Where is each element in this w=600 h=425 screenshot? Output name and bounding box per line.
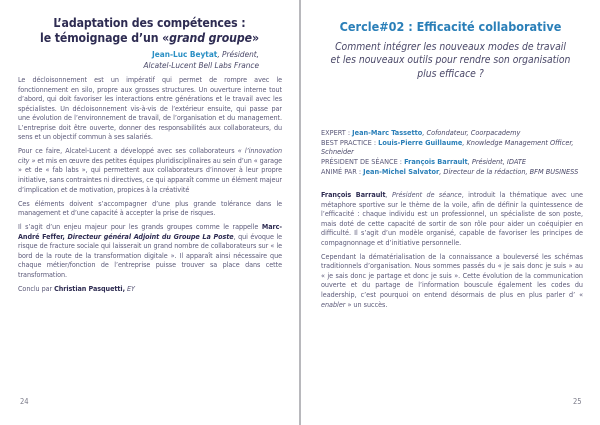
- title-prefix: le témoignage d’un «: [40, 31, 170, 45]
- session-title: Cercle#02 : Efficacité collaborative: [339, 19, 562, 34]
- speaker-item: ANIMÉ PAR : Jean-Michel Salvator, Directeur de la rédaction, BFM BUSINESS: [321, 166, 579, 176]
- page-number: 25: [573, 397, 582, 406]
- session-body: [321, 190, 583, 314]
- paragraph: Ces éléments doivent s’accompagner d’une plus grande tolérance dans le management et d’une capacité à accepter la prise de risques.: [18, 198, 282, 218]
- paragraph: François Barrault, Président de séance, introduit la thématique avec une métaphore sportive sur le thème de la voile, afin de définir la quintessence de l’efficacité : chaque individu est un professionnel, un spécialiste de son poste, mais doté de cette capacité de sortir de son rôle pour aider un coéquipier en difficulté. Il s’agit d’un modèle organisé, capable de favoriser les principes de compagnonnage et d’initiative personnelle.: [321, 190, 583, 247]
- article-body: [18, 75, 282, 298]
- speaker-item: EXPERT : Jean-Marc Tassetto, Cofondateur, Coorpacademy: [321, 128, 521, 137]
- speaker-item: PRÉSIDENT DE SÉANCE : François Barrault, Président, IDATE: [321, 157, 527, 167]
- title-italic: grand groupe: [169, 31, 252, 45]
- title-suffix: »: [251, 31, 259, 45]
- speaker-item: BEST PRACTICE : Louis-Pierre Guillaume, Knowledge Management Officer, Schneider: [321, 137, 574, 157]
- title-line-1: L’adaptation des compétences :: [53, 16, 246, 30]
- paragraph: Cependant la dématérialisation de la connaissance a bouleversé les schémas traditionnels d’organisation. Nous sommes passés du « je sais donc je suis » au « je sais donc je partage et donc je suis ». Cette évolution de la communication ouverte et du partage de l’information bouscule également les codes du leadership, c’est pourquoi on entend désormais de plus en plus parler d’ « enabler » un succès.: [321, 251, 583, 309]
- author-role: , Président,: [217, 49, 259, 59]
- left-page: [0, 0, 299, 425]
- paragraph: Il s’agit d’un enjeu majeur pour les grands groupes comme le rappelle Marc-André Feffer, Directeur général Adjoint du Groupe La Poste, qui évoque le risque de fracture sociale qui laisserait un grand nombre de collaborateurs sur « le bord de la route de la transformation digitale ». Il apparaît ainsi nécessaire que chaque métier/fonction de l’entreprise puisse trouver sa place dans cette transformation.: [18, 222, 282, 279]
- title-line-2: [0, 31, 299, 46]
- byline: [143, 49, 259, 71]
- page-number: 24: [20, 397, 29, 406]
- paragraph: Pour ce faire, Alcatel-Lucent a développé avec ses collaborateurs « l’innovation city » et mis en œuvre des petites équipes pluridisciplinaires au sein d’un « garage » et de « fab labs », qui permettent aux collaborateurs d’innover à leur propre initiative, sans contraintes ni directives, ce qui apparaît comme un élément majeur d’implication et de motivation, propices à la créativité: [18, 146, 283, 194]
- speaker-list: [321, 128, 591, 177]
- page-title: [0, 16, 299, 46]
- paragraph: Le décloisonnement est un impératif qui permet de rompre avec le fonctionnement en silo, propre aux grosses structures. Un ouverture interne tout d’abord, qui doit favoriser les interactions entre générations et le travail avec les spécialistes. Un décloisonnement vis-à-vis de l’extérieur ensuite, qui passe par une évolution de l’environnement de travail, de l’organisation et du management. L’entreprise doit être ouverte, donner des responsabilités aux collaborateurs, du sens et un objectif commun à ses salariés.: [18, 75, 282, 142]
- author-org: Alcatel-Lucent Bell Labs France: [143, 60, 259, 70]
- right-page: [301, 0, 600, 425]
- paragraph: Conclu par Christian Pasquetti, EY: [18, 283, 135, 293]
- author-name: Jean-Luc Beytat: [152, 49, 218, 59]
- session-subtitle: Comment intégrer les nouveaux modes de travail et les nouveaux outils pour rendre son organisation plus efficace ?: [330, 41, 571, 80]
